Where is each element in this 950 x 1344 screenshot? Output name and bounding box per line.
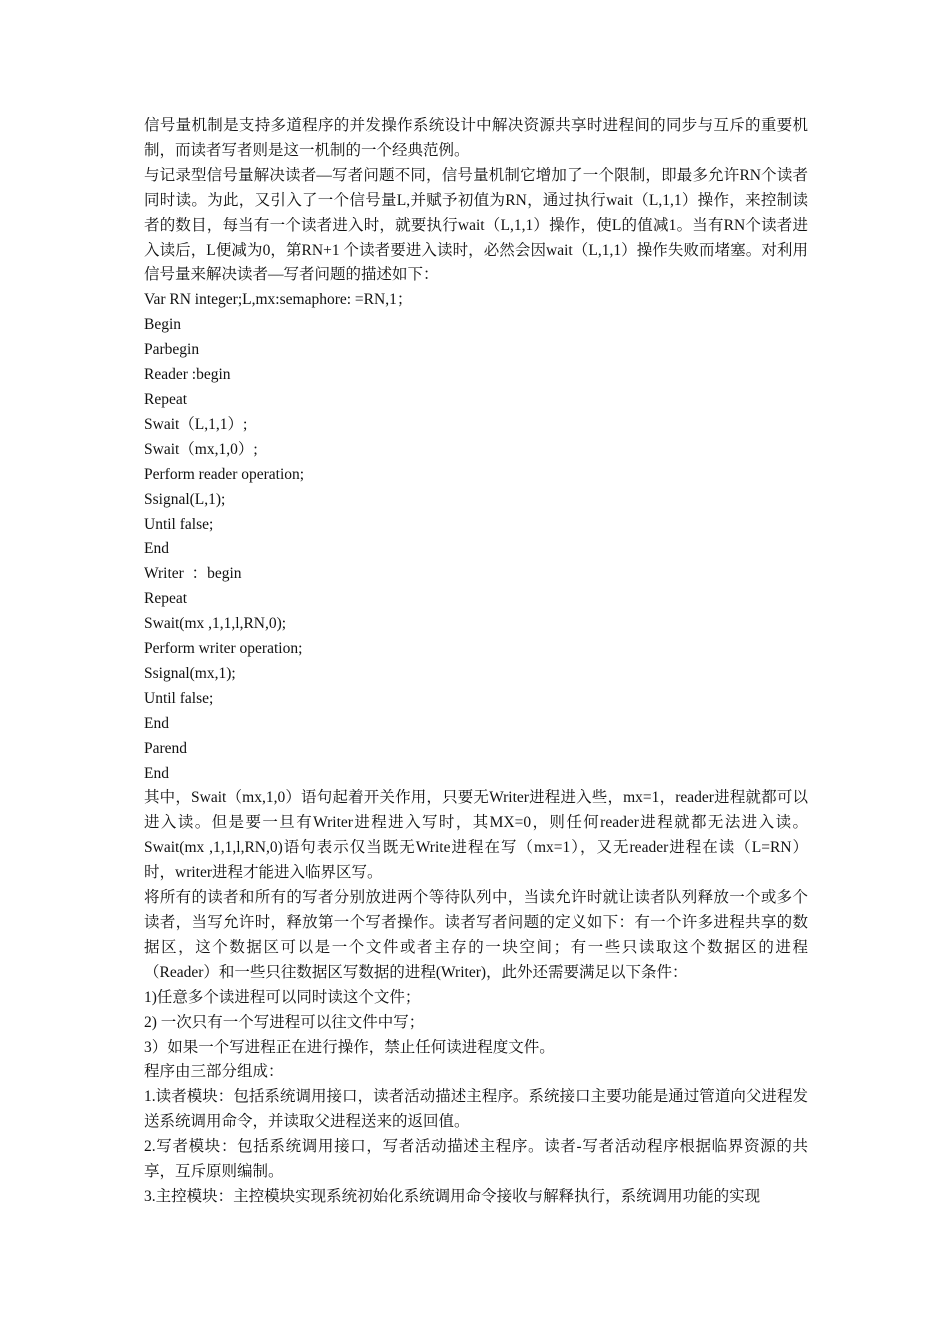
code-line: End (144, 540, 169, 558)
code-line: Perform writer operation; (144, 640, 303, 658)
paragraph-definition: 将所有的读者和所有的写者分别放进两个等待队列中，当读允许时就让读者队列释放一个或多个读者，当写允许时，释放第一个写者操作。读者写者问题的定义如下：有一个许多进程共享的数据区，这个数据区可以是一个文件或者主存的一块空间；有一些只读取这个数据区的进程（Reader）和一些只往数据区写数据的进程(Writer)，此外还需要满足以下条件： (144, 889, 808, 981)
condition-item: 2) 一次只有一个写进程可以往文件中写； (144, 1013, 425, 1031)
pseudocode-block (144, 288, 808, 786)
code-line: Var RN integer;L,mx:semaphore: =RN,1； (144, 291, 413, 309)
code-line: Ssignal(mx,1); (144, 664, 236, 682)
code-line: Swait（mx,1,0）; (144, 440, 258, 458)
code-line: Perform reader operation; (144, 465, 305, 483)
module-description: 3.主控模块：主控模块实现系统初始化系统调用命令接收与解释执行，系统调用功能的实现 (144, 1187, 761, 1205)
paragraph-explanation: 其中，Swait（mx,1,0）语句起着开关作用，只要无Writer进程进入些，mx=1，reader进程就都可以进入读。但是要一旦有Writer进程进入写时，其MX=0，则任何reader进程就都无法进入读。Swait(mx ,1,1,l,RN,0)语句表示仅当既无Write进程在写（mx=1），又无reader进程在读（L=RN）时，writer进程才能进入临界区写。 (144, 789, 808, 882)
condition-item: 1)任意多个读进程可以同时读这个文件； (144, 988, 421, 1006)
condition-item: 3）如果一个写进程正在进行操作，禁止任何读进程度文件。 (144, 1038, 555, 1056)
module-description: 2.写者模块：包括系统调用接口，写者活动描述主程序。读者-写者活动程序根据临界资源的共享，互斥原则编制。 (144, 1138, 808, 1181)
program-structure-heading: 程序由三部分组成： (144, 1063, 284, 1081)
code-line: Until false; (144, 689, 214, 707)
paragraph-intro: 与记录型信号量解决读者—写者问题不同，信号量机制它增加了一个限制，即最多允许RN个读者同时读。为此，又引入了一个信号量L,并赋予初值为RN，通过执行wait（L,1,1）操作，来控制读者的数目，每当有一个读者进入时，就要执行wait（L,1,1）操作，使L的值减1。当有RN个读者进入读后，L便减为0，第RN+1 个读者要进入读时，必然会因wait（L,1,1）操作失败而堵塞。对利用信号量来解决读者—写者问题的描述如下： (144, 166, 808, 284)
code-line: Reader :begin (144, 366, 231, 384)
code-line: Swait（L,1,1）; (144, 415, 248, 433)
code-line: End (144, 764, 169, 782)
code-line: Writer ：begin (144, 565, 242, 583)
module-description: 1.读者模块：包括系统调用接口，读者活动描述主程序。系统接口主要功能是通过管道向父进程发送系统调用命令，并读取父进程送来的返回值。 (144, 1088, 808, 1131)
code-line: Ssignal(L,1); (144, 490, 226, 508)
code-line: Parbegin (144, 341, 200, 359)
code-line: Repeat (144, 590, 188, 608)
document-page (144, 114, 808, 1210)
paragraph-intro: 信号量机制是支持多道程序的并发操作系统设计中解决资源共享时进程间的同步与互斥的重要机制，而读者写者则是这一机制的一个经典范例。 (144, 117, 808, 159)
code-line: Repeat (144, 390, 188, 408)
code-line: Parend (144, 739, 188, 757)
code-line: Begin (144, 316, 182, 334)
code-line: Swait(mx ,1,1,l,RN,0); (144, 615, 287, 633)
code-line: End (144, 714, 169, 732)
code-line: Until false; (144, 515, 214, 533)
